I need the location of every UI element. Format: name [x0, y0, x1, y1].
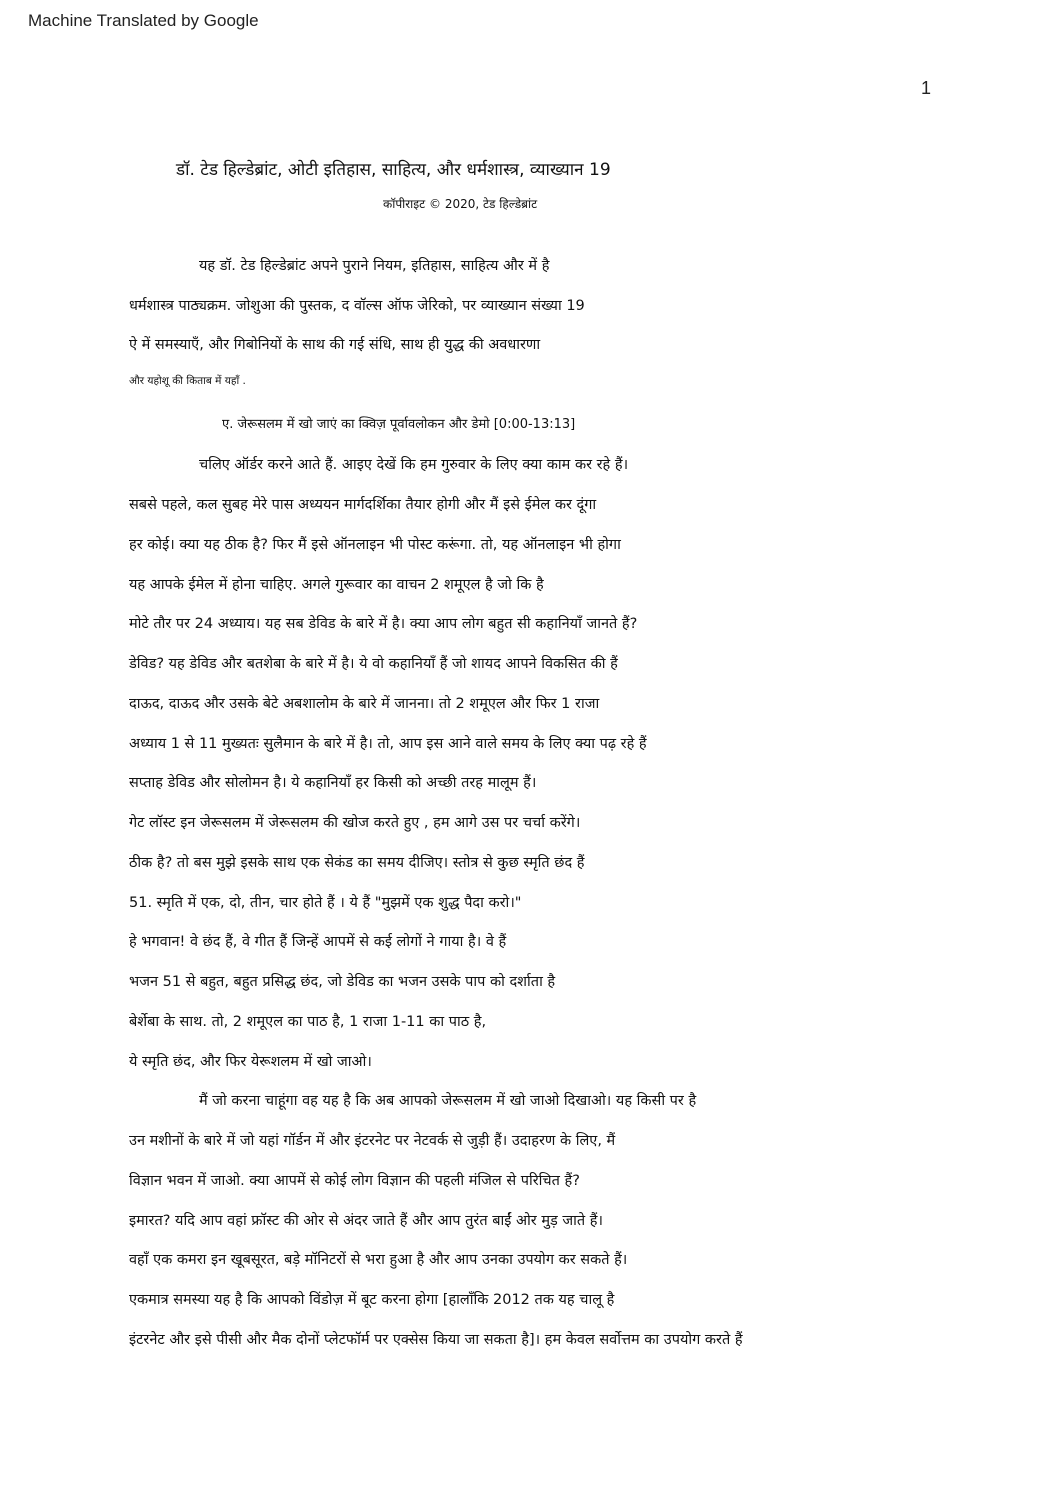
intro-line: ऐ में समस्याएँ, और गिबोनियों के साथ की गई संधि, साथ ही युद्ध की अवधारणा — [129, 337, 541, 353]
body-line: ये स्मृति छंद, और फिर येरूशलम में खो जाओ। — [129, 1054, 372, 1070]
body-line: इंटरनेट और इसे पीसी और मैक दोनों प्लेटफॉर्म पर एक्सेस किया जा सकता है]। हम केवल सर्वोत्तम का उपयोग करते हैं — [129, 1332, 743, 1348]
body-line: सप्ताह डेविड और सोलोमन है। ये कहानियाँ हर किसी को अच्छी तरह मालूम हैं। — [129, 775, 537, 791]
body-line: इमारत? यदि आप वहां फ्रॉस्ट की ओर से अंदर जाते हैं और आप तुरंत बाईं ओर मुड़ जाते हैं। — [129, 1213, 603, 1229]
body-line: ठीक है? तो बस मुझे इसके साथ एक सेकंड का समय दीजिए। स्तोत्र से कुछ स्मृति छंद हैं — [129, 855, 585, 871]
body-line: हर कोई। क्या यह ठीक है? फिर मैं इसे ऑनलाइन भी पोस्ट करूंगा. तो, यह ऑनलाइन भी होगा — [129, 537, 621, 553]
body-line: वहाँ एक कमरा इन खूबसूरत, बड़े मॉनिटरों से भरा हुआ है और आप उनका उपयोग कर सकते हैं। — [129, 1252, 628, 1268]
body-line: यह आपके ईमेल में होना चाहिए. अगले गुरूवार का वाचन 2 शमूएल है जो कि है — [129, 577, 544, 593]
body-line: 51. स्मृति में एक, दो, तीन, चार होते हैं । ये हैं "मुझमें एक शुद्ध पैदा करो।" — [129, 895, 522, 911]
body-line: मैं जो करना चाहूंगा वह यह है कि अब आपको जेरूसलम में खो जाओ दिखाओ। यह किसी पर है — [199, 1093, 697, 1109]
body-line: मोटे तौर पर 24 अध्याय। यह सब डेविड के बारे में है। क्या आप लोग बहुत सी कहानियाँ जानते हैं? — [129, 616, 638, 632]
machine-translation-banner: Machine Translated by Google — [28, 11, 259, 30]
body-line: उन मशीनों के बारे में जो यहां गॉर्डन में और इंटरनेट पर नेटवर्क से जुड़ी हैं। उदाहरण के लिए, मैं — [129, 1133, 616, 1149]
intro-line: यह डॉ. टेड हिल्डेब्रांट अपने पुराने नियम, इतिहास, साहित्य और में है — [199, 258, 550, 274]
section-heading: ए. जेरूसलम में खो जाएं का क्विज़ पूर्वावलोकन और डेमो [0:00-13:13] — [222, 417, 576, 432]
page-number: 1 — [921, 78, 932, 98]
body-line: बेर्शेबा के साथ. तो, 2 शमूएल का पाठ है, 1 राजा 1-11 का पाठ है, — [129, 1014, 487, 1030]
body-line: दाऊद, दाऊद और उसके बेटे अबशालोम के बारे में जानना। तो 2 शमूएल और फिर 1 राजा — [129, 696, 600, 712]
body-line: गेट लॉस्ट इन जेरूसलम में जेरूसलम की खोज करते हुए , हम आगे उस पर चर्चा करेंगे। — [129, 815, 581, 831]
body-line: भजन 51 से बहुत, बहुत प्रसिद्ध छंद, जो डेविड का भजन उसके पाप को दर्शाता है — [129, 974, 556, 990]
body-line: डेविड? यह डेविड और बतशेबा के बारे में है। ये वो कहानियाँ हैं जो शायद आपने विकसित की हैं — [129, 656, 618, 672]
body-line: अध्याय 1 से 11 मुख्यतः सुलैमान के बारे में है। तो, आप इस आने वाले समय के लिए क्या पढ़ रहे हैं — [129, 736, 647, 752]
body-line: विज्ञान भवन में जाओ. क्या आपमें से कोई लोग विज्ञान की पहली मंजिल से परिचित हैं? — [129, 1173, 580, 1189]
body-line: सबसे पहले, कल सुबह मेरे पास अध्ययन मार्गदर्शिका तैयार होगी और मैं इसे ईमेल कर दूंगा — [129, 497, 597, 513]
copyright-line: कॉपीराइट © 2020, टेड हिल्डेब्रांट — [383, 197, 538, 211]
document-title: डॉ. टेड हिल्डेब्रांट, ओटी इतिहास, साहित्य, और धर्मशास्त्र, व्याख्यान 19 — [176, 160, 611, 180]
intro-line: और यहोशू की किताब में यहाँ . — [129, 375, 246, 387]
body-line: हे भगवान! वे छंद हैं, वे गीत हैं जिन्हें आपमें से कई लोगों ने गाया है। वे हैं — [129, 934, 507, 950]
body-line: एकमात्र समस्या यह है कि आपको विंडोज़ में बूट करना होगा [हालाँकि 2012 तक यह चालू है — [129, 1292, 615, 1308]
intro-line: धर्मशास्त्र पाठ्यक्रम. जोशुआ की पुस्तक, द वॉल्स ऑफ जेरिको, पर व्याख्यान संख्या 19 — [129, 298, 585, 314]
body-line: चलिए ऑर्डर करने आते हैं. आइए देखें कि हम गुरुवार के लिए क्या काम कर रहे हैं। — [199, 457, 629, 473]
